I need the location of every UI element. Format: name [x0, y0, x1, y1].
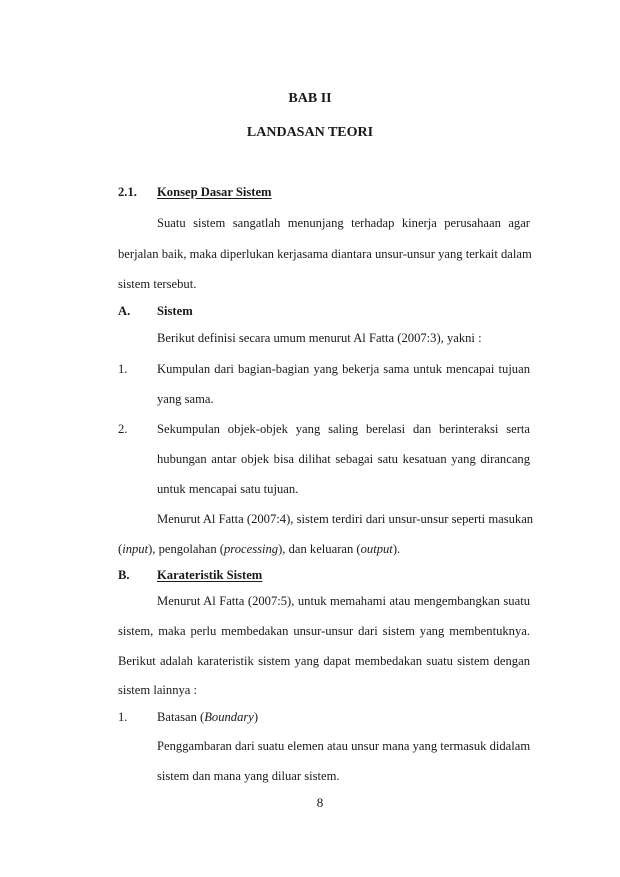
italic-term-output: output	[360, 542, 393, 556]
list-item-line: Kumpulan dari bagian-bagian yang bekerja sama untuk mencapai tujuan	[157, 362, 530, 376]
list-item-line: sistem dan mana yang diluar sistem.	[157, 769, 340, 783]
text-fragment: Batasan (	[157, 710, 205, 724]
text-fragment: (	[118, 542, 123, 556]
paragraph-line: Menurut Al Fatta (2007:5), untuk memahami atau mengembangkan suatu	[157, 594, 530, 608]
list-item-line: Sekumpulan objek-objek yang saling berelasi dan berinteraksi serta	[157, 422, 530, 436]
paragraph-line: berjalan baik, maka diperlukan kerjasama diantara unsur-unsur yang terkait dalam	[118, 247, 532, 261]
paragraph-line: sistem lainnya :	[118, 683, 198, 697]
list-item-line: yang sama.	[157, 392, 214, 406]
section-title: Konsep Dasar Sistem	[157, 185, 272, 199]
italic-term-boundary: Boundary	[204, 710, 254, 724]
paragraph-line: Suatu sistem sangatlah menunjang terhadap kinerja perusahaan agar	[157, 216, 530, 230]
list-item-line: Penggambaran dari suatu elemen atau unsur mana yang termasuk didalam	[157, 739, 531, 753]
text-fragment: )	[253, 710, 259, 724]
subsection-label: B.	[118, 568, 130, 582]
chapter-title: LANDASAN TEORI	[246, 125, 374, 140]
paragraph-line: sistem, maka perlu membedakan unsur-unsur dari sistem yang membentuknya.	[118, 624, 530, 638]
paragraph-line: Berikut adalah karateristik sistem yang dapat membedakan suatu sistem dengan	[118, 654, 530, 668]
text-fragment: ).	[392, 542, 401, 556]
list-number: 2.	[118, 422, 128, 436]
paragraph-line	[118, 541, 400, 557]
list-item-line: hubungan antar objek bisa dilihat sebagai satu kesatuan yang dirancang	[157, 452, 530, 466]
paragraph-line: Berikut definisi secara umum menurut Al Fatta (2007:3), yakni :	[157, 331, 482, 345]
paragraph-line: sistem tersebut.	[118, 277, 197, 291]
section-number: 2.1.	[118, 185, 137, 199]
subsection-label: A.	[118, 304, 131, 318]
italic-term-processing: processing	[223, 542, 279, 556]
subsection-title: Sistem	[157, 304, 193, 318]
chapter-heading: BAB II	[288, 91, 332, 106]
list-number: 1.	[118, 362, 128, 376]
list-number: 1.	[118, 710, 128, 724]
text-fragment: ), pengolahan (	[148, 542, 224, 556]
text-fragment: ), dan keluaran (	[278, 542, 361, 556]
list-item-line: untuk mencapai satu tujuan.	[157, 482, 299, 496]
paragraph-line: Menurut Al Fatta (2007:4), sistem terdiri dari unsur-unsur seperti masukan	[157, 512, 534, 526]
italic-term-input: input	[122, 542, 149, 556]
page-number: 8	[316, 795, 324, 810]
list-item-line	[157, 709, 258, 725]
subsection-title: Karateristik Sistem	[157, 568, 263, 582]
